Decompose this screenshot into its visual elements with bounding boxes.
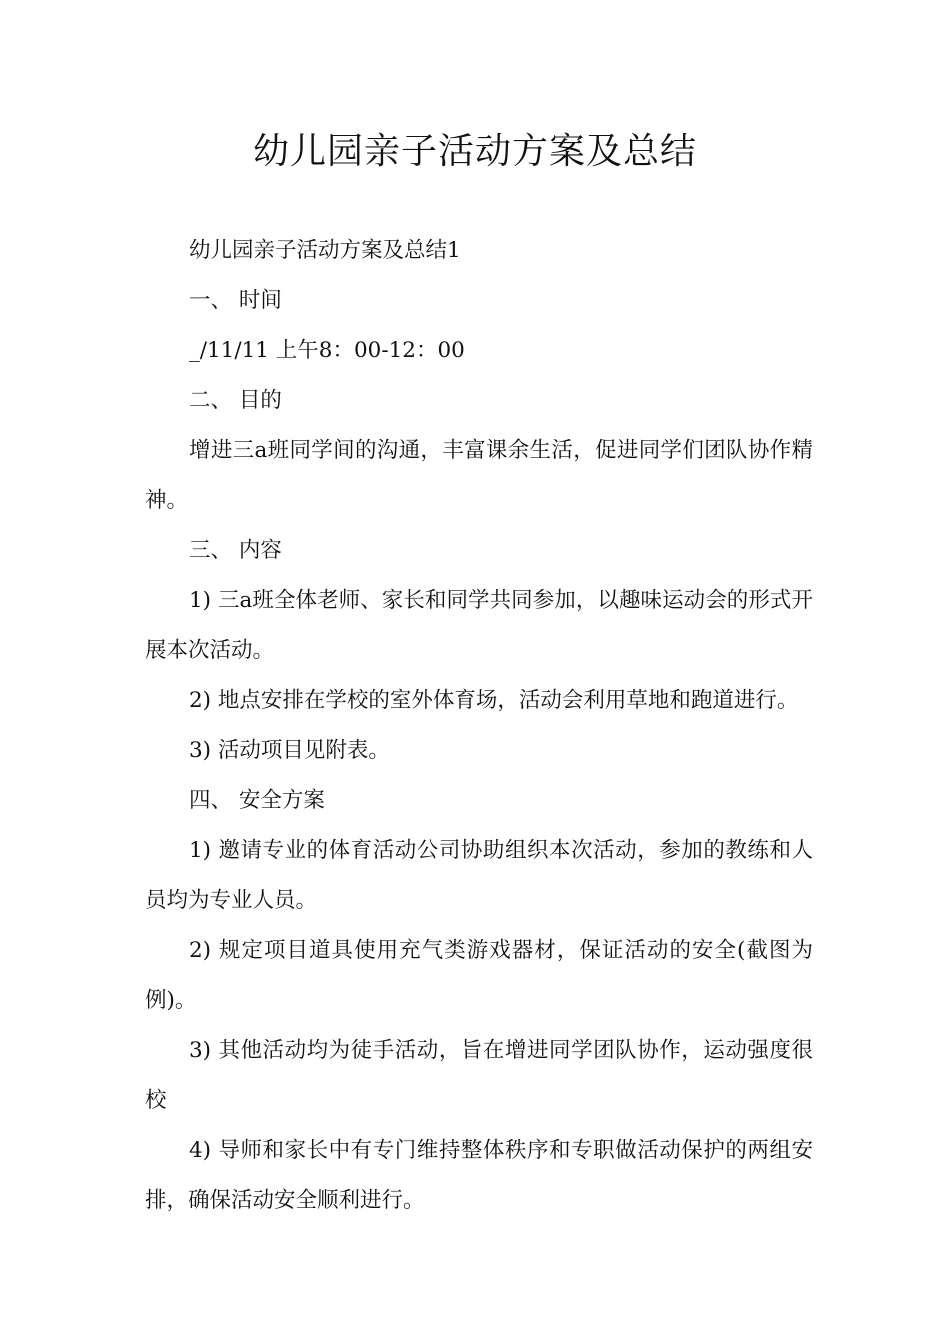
safety-item-4: 4) 导师和家长中有专门维持整体秩序和专职做活动保护的两组安排，确保活动安全顺利进行。	[145, 1138, 813, 1213]
safety-item-1: 1) 邀请专业的体育活动公司协助组织本次活动，参加的教练和人员均为专业人员。	[145, 838, 813, 913]
safety-item-2: 2) 规定项目道具使用充气类游戏器材，保证活动的安全(截图为例)。	[145, 938, 813, 1013]
content-item-1: 1) 三a班全体老师、家长和同学共同参加，以趣味运动会的形式开展本次活动。	[145, 588, 813, 663]
purpose-paragraph: 增进三a班同学间的沟通，丰富课余生活，促进同学们团队协作精神。	[145, 438, 813, 513]
section-heading-content: 三、 内容	[189, 538, 282, 563]
section-heading-purpose: 二、 目的	[189, 388, 282, 413]
content-item-2: 2) 地点安排在学校的室外体育场，活动会利用草地和跑道进行。	[189, 688, 799, 713]
subtitle-paragraph: 幼儿园亲子活动方案及总结1	[189, 238, 461, 263]
document-body	[145, 226, 813, 1226]
time-paragraph: _/11/11 上午8：00-12：00	[189, 338, 465, 363]
content-item-3: 3) 活动项目见附表。	[189, 738, 390, 763]
safety-item-3: 3) 其他活动均为徒手活动，旨在增进同学团队协作，运动强度很校	[145, 1038, 813, 1113]
section-heading-time: 一、 时间	[189, 288, 282, 313]
section-heading-safety: 四、 安全方案	[189, 788, 325, 813]
document-title: 幼儿园亲子活动方案及总结	[252, 131, 697, 172]
